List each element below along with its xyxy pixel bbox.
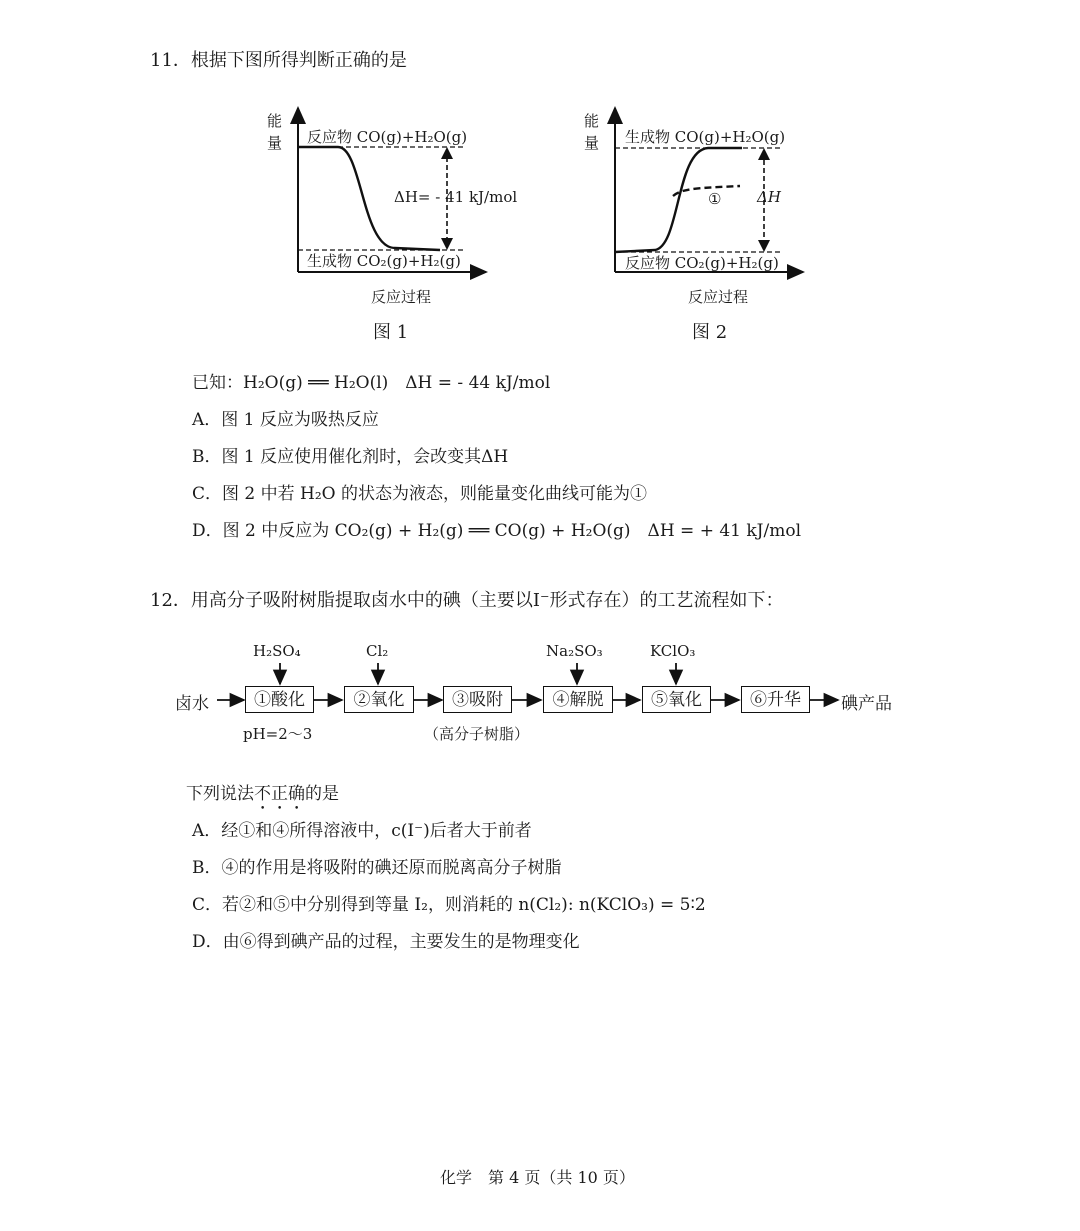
q12-sub-stem xyxy=(186,779,339,814)
q11-option-a: A．图 1 反应为吸热反应 xyxy=(192,410,379,430)
note-resin: （高分子树脂） xyxy=(424,725,530,743)
flow-step-3: ③吸附 xyxy=(443,686,512,713)
fig2-x-label: 反应过程 xyxy=(688,288,749,306)
q12-option-c: C．若②和⑤中分别得到等量 I₂，则消耗的 n(Cl₂): n(KClO₃) = 5∶2 xyxy=(192,895,706,915)
reagent-kclo3: KClO₃ xyxy=(650,642,696,660)
fig1-y-label-2: 量 xyxy=(267,134,283,152)
fig1-top-label: 反应物 CO(g)+H₂O(g) xyxy=(307,128,468,146)
page-footer: 化学 第 4 页（共 10 页） xyxy=(440,1168,635,1187)
reagent-h2so4: H₂SO₄ xyxy=(253,642,301,660)
q12-stem: 12．用高分子吸附树脂提取卤水中的碘（主要以I⁻形式存在）的工艺流程如下： xyxy=(150,590,784,611)
q11-option-d: D．图 2 中反应为 CO₂(g) + H₂(g) ══ CO(g) + H₂O(g) ΔH = + 41 kJ/mol xyxy=(192,521,802,541)
flow-step-4: ④解脱 xyxy=(543,686,613,713)
fig2-caption: 图 2 xyxy=(692,322,728,343)
q12-sub-stem-emphasis: 不正确 xyxy=(254,784,305,804)
flow-step-2: ②氧化 xyxy=(344,686,414,713)
fig1-caption: 图 1 xyxy=(373,322,409,343)
q12-option-b: B．④的作用是将吸附的碘还原而脱离高分子树脂 xyxy=(192,858,562,878)
flow-step-5: ⑤氧化 xyxy=(642,686,711,713)
q11-option-c: C．图 2 中若 H₂O 的状态为液态，则能量变化曲线可能为① xyxy=(192,484,648,504)
fig1-y-label-1: 能 xyxy=(267,112,283,130)
fig2-y-label-1: 能 xyxy=(584,112,600,130)
q11-option-b: B．图 1 反应使用催化剂时，会改变其ΔH xyxy=(192,447,509,467)
q12-sub-stem-a: 下列说法 xyxy=(186,784,254,804)
flow-step-1: ①酸化 xyxy=(245,686,314,713)
flow-start: 卤水 xyxy=(175,694,209,714)
fig2-bottom-label: 反应物 CO₂(g)+H₂(g) xyxy=(625,254,779,272)
note-ph: pH=2～3 xyxy=(243,725,313,743)
flow-step-6: ⑥升华 xyxy=(741,686,810,713)
fig1-x-label: 反应过程 xyxy=(371,288,432,306)
flow-end: 碘产品 xyxy=(841,694,892,714)
q11-stem: 11．根据下图所得判断正确的是 xyxy=(150,50,407,71)
fig2-curve-mark: ① xyxy=(708,190,722,208)
fig2-top-label: 生成物 CO(g)+H₂O(g) xyxy=(625,128,786,146)
fig1-bottom-label: 生成物 CO₂(g)+H₂(g) xyxy=(307,252,461,270)
reagent-cl2: Cl₂ xyxy=(366,642,389,660)
q11-known: 已知：H₂O(g) ══ H₂O(l) ΔH = - 44 kJ/mol xyxy=(192,373,551,393)
q12-option-a: A．经①和④所得溶液中，c(I⁻)后者大于前者 xyxy=(192,821,532,841)
fig1-dh-label: ΔH= - 41 kJ/mol xyxy=(394,188,518,206)
q12-sub-stem-c: 的是 xyxy=(305,784,339,804)
fig2-dh-label: ΔH xyxy=(757,188,781,206)
fig2-y-label-2: 量 xyxy=(584,134,600,152)
reagent-na2so3: Na₂SO₃ xyxy=(546,642,603,660)
q12-option-d: D．由⑥得到碘产品的过程，主要发生的是物理变化 xyxy=(192,932,580,952)
